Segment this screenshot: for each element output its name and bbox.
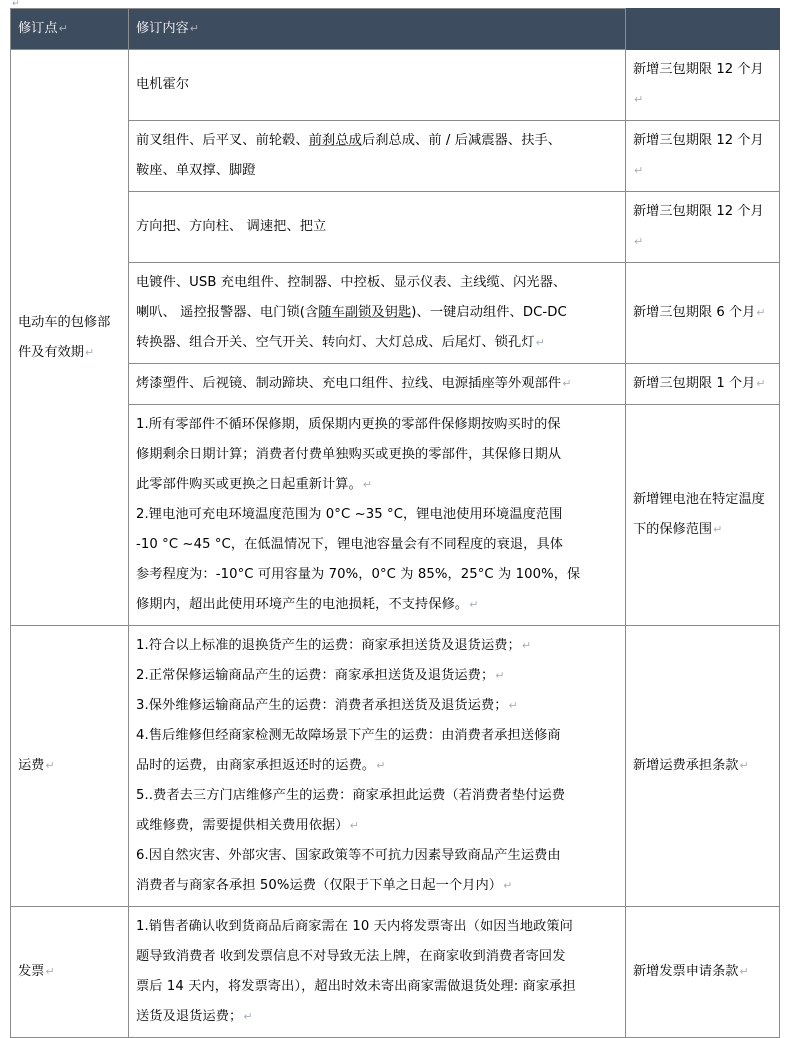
paragraph-mark: ↵ [376,759,386,772]
column-header-revision-point-label: 修订点 [18,21,58,36]
content-line [136,751,618,781]
content-line [136,369,618,399]
note-cell [626,263,780,364]
content-line: 方向把、方向柱、 调速把、把立 [136,219,327,234]
content-line: 票后 14 天内，将发票寄出），超出时效未寄出商家需做退货处理: 商家承担 [136,979,576,994]
note-cell [626,364,780,405]
column-header-revision-point [11,9,129,50]
note-cell [626,192,780,263]
content-line [136,811,618,841]
content-line: 6.因自然灾害、外部灾害、国家政策等不可抗力因素导致商品产生运费由 [136,848,561,863]
category-cell-warranty-parts [11,50,129,626]
content-line-text: 送货及退货运费； [136,1009,243,1024]
paragraph-mark: ↵ [45,965,55,978]
table-row [11,50,780,121]
paragraph-mark: ↵ [521,639,532,652]
note-cell [626,121,780,192]
paragraph-mark: ↵ [634,235,644,248]
content-line: 参考程度为：-10°C 可用容量为 70%，0°C 为 85%，25°C 为 100%，保 [136,567,581,582]
content-cell [129,405,626,626]
content-line: 电镀件、USB 充电组件、控制器、中控板、显示仪表、主线缆、闪光器、 [136,275,567,290]
note-cell [626,50,780,121]
underlined-term: 随车副锁及钥匙 [318,305,412,320]
content-cell [129,907,626,1038]
note-cell [626,405,780,626]
content-line-text: 或维修费，需要提供相关费用依据） [136,818,349,833]
content-cell [129,263,626,364]
category-label: 运费 [18,758,45,773]
content-line-text: 修期内，超出此使用环境产生的电池损耗，不支持保修。 [136,597,469,612]
content-cell [129,626,626,907]
paragraph-mark: ↵ [45,759,55,772]
paragraph-mark: ↵ [189,22,199,35]
content-cell [129,364,626,405]
paragraph-mark: ↵ [495,669,505,682]
paragraph-mark: ↵ [535,336,545,349]
note-label: 新增锂电池在特定温度下的保修范围 [633,492,765,537]
note-label: 新增三包期限 12 个月 [633,133,764,148]
table-header [11,9,780,50]
paragraph-mark: ↵ [349,819,359,832]
content-line [136,1002,618,1032]
underlined-term: 前刹总成 [308,133,362,148]
category-cell-invoice [11,907,129,1038]
paragraph-mark-top: ↵ [12,0,20,9]
content-line-text: 烤漆塑件、后视镜、制动蹄块、充电口组件、拉线、电源插座等外观部件 [136,376,562,391]
table-row [11,626,780,907]
content-line [136,631,618,661]
column-header-revision-content [129,9,626,50]
content-line-text: 2.正常保修运输商品产生的运费：商家承担送货及退货运费； [136,668,495,683]
content-line-text: 3.保外维修运输商品产生的运费：消费者承担送货及退货运费； [136,698,508,713]
paragraph-mark: ↵ [58,22,68,35]
paragraph-mark: ↵ [508,699,518,712]
content-line [136,661,618,691]
content-cell [129,121,626,192]
content-cell [129,50,626,121]
content-line: 题导致消费者 收到发票信息不对导致无法上牌，在商家收到消费者寄回发 [136,949,566,964]
content-line: 1.所有零部件不循环保修期，质保期内更换的零部件保修期按购买时的保 [136,417,561,432]
note-label: 新增三包期限 1 个月 [633,376,756,391]
paragraph-mark: ↵ [362,478,373,491]
note-label: 新增三包期限 6 个月 [633,305,756,320]
content-line: 电机霍尔 [136,77,190,92]
content-line-text: 消费者与商家各承担 50%运费（仅限于下单之日起一个月内） [136,878,503,893]
revision-table [10,8,780,1038]
column-header-note [626,9,780,50]
note-cell [626,907,780,1038]
paragraph-mark: ↵ [756,306,766,319]
content-line [136,470,618,500]
paragraph-mark: ↵ [739,965,749,978]
content-line: 前叉组件、后平叉、前轮毂、前刹总成后刹总成、前 / 后减震器、扶手、 [136,133,562,148]
content-line [136,328,618,358]
content-line-text: 品时的运费，由商家承担返还时的运费。 [136,758,376,773]
paragraph-mark: ↵ [469,598,479,611]
table-header-row [11,9,780,50]
content-line: 修期剩余日期计算；消费者付费单独购买或更换的零部件，其保修日期从 [136,447,562,462]
paragraph-mark: ↵ [562,377,572,390]
category-label: 发票 [18,964,45,979]
paragraph-mark: ↵ [84,345,95,359]
table-row [11,907,780,1038]
table-body [11,50,780,1038]
note-label: 新增运费承担条款 [633,758,739,773]
content-line [136,590,618,620]
content-line [136,871,618,901]
category-cell-shipping [11,626,129,907]
content-line-text: 转换器、组合开关、空气开关、转向灯、大灯总成、后尾灯、锁孔灯 [136,335,535,350]
paragraph-mark: ↵ [503,879,513,892]
paragraph-mark: ↵ [756,377,766,390]
paragraph-mark: ↵ [634,93,644,106]
paragraph-mark: ↵ [634,164,644,177]
content-line: 5..费者去三方门店维修产生的运费：商家承担此运费（若消费者垫付运费 [136,788,565,803]
column-header-revision-content-label: 修订内容 [136,21,189,36]
content-line-text: 1.符合以上标准的退换货产生的运费：商家承担送货及退货运费； [136,638,521,653]
content-line: 2.锂电池可充电环境温度范围为 0°C ~35 °C，锂电池使用环境温度范围 [136,507,563,522]
paragraph-mark: ↵ [243,1010,253,1023]
content-line: 鞍座、单双撑、脚蹬 [136,163,256,178]
paragraph-mark: ↵ [713,523,723,536]
note-label: 新增三包期限 12 个月 [633,62,764,77]
content-cell [129,192,626,263]
note-label: 新增三包期限 12 个月 [633,204,764,219]
category-label: 电动车的包修部件及有效期 [18,314,111,360]
content-line: 1.销售者确认收到货商品后商家需在 10 天内将发票寄出（如因当地政策问 [136,919,573,934]
content-line: 4.售后维修但经商家检测无故障场景下产生的运费：由消费者承担送修商 [136,728,561,743]
content-line: -10 °C ~45 °C，在低温情况下，锂电池容量会有不同程度的衰退，具体 [136,537,564,552]
content-line: 喇叭、 遥控报警器、电门锁(含随车副锁及钥匙)、一键启动组件、DC-DC [136,305,567,320]
note-cell [626,626,780,907]
content-line-text: 此零部件购买或更换之日起重新计算。 [136,477,362,492]
note-label: 新增发票申请条款 [633,964,739,979]
content-line [136,691,618,721]
paragraph-mark: ↵ [739,759,749,772]
